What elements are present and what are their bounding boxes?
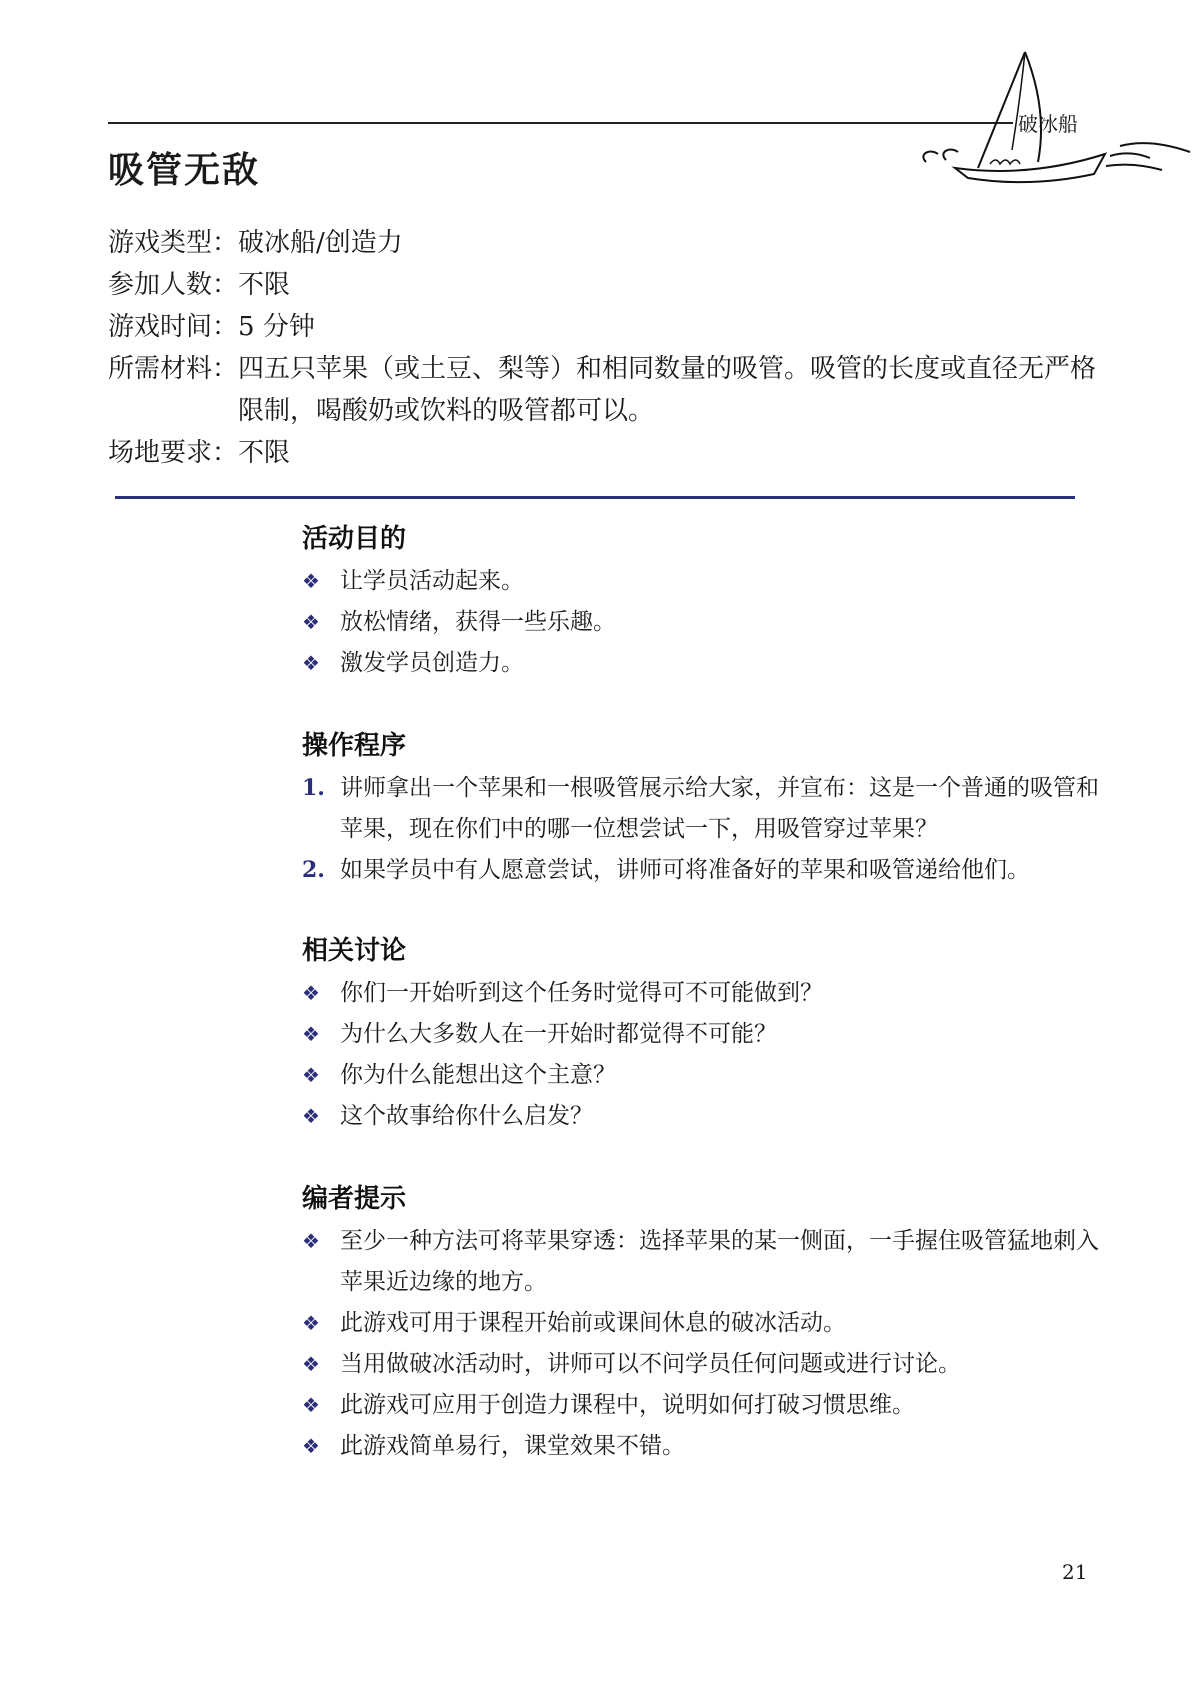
section-heading: 操作程序 bbox=[302, 731, 407, 761]
diamond-bullet-icon: ❖ bbox=[302, 1393, 320, 1417]
diamond-bullet-icon: ❖ bbox=[302, 1352, 320, 1376]
info-value: 破冰船/创造力 bbox=[238, 228, 403, 258]
diamond-bullet-icon: ❖ bbox=[302, 1022, 320, 1046]
list-item: ❖ 此游戏可应用于创造力课程中，说明如何打破习惯思维。 bbox=[302, 1385, 1102, 1426]
diamond-bullet-icon: ❖ bbox=[302, 1229, 320, 1253]
step-number: 1. bbox=[302, 775, 325, 801]
diamond-bullet-icon: ❖ bbox=[302, 569, 320, 593]
list-item: ❖ 你们一开始听到这个任务时觉得可不可能做到？ bbox=[302, 973, 1102, 1014]
list-item: ❖ 这个故事给你什么启发？ bbox=[302, 1096, 1102, 1137]
section-heading: 活动目的 bbox=[302, 524, 407, 554]
info-value: 四五只苹果（或土豆、梨等）和相同数量的吸管。吸管的长度或直径无严格限制，喝酸奶或饮料的吸管都可以。 bbox=[238, 354, 1097, 426]
info-row-time bbox=[108, 306, 1108, 348]
section-procedure bbox=[302, 725, 1102, 891]
list-item: ❖ 当用做破冰活动时，讲师可以不问学员任何问题或进行讨论。 bbox=[302, 1344, 1102, 1385]
diamond-bullet-icon: ❖ bbox=[302, 1104, 320, 1128]
info-label: 场地要求： bbox=[108, 438, 239, 468]
page-number: 21 bbox=[1062, 1560, 1088, 1584]
list-item: ❖ 至少一种方法可将苹果穿透：选择苹果的某一侧面，一手握住吸管猛地刺入苹果近边缘的地方。 bbox=[302, 1221, 1102, 1303]
section-divider bbox=[115, 496, 1075, 499]
list-item: ❖ 此游戏可用于课程开始前或课间休息的破冰活动。 bbox=[302, 1303, 1102, 1344]
list-item: ❖ 此游戏简单易行，课堂效果不错。 bbox=[302, 1426, 1102, 1467]
list-item: ❖ 放松情绪，获得一些乐趣。 bbox=[302, 602, 1102, 643]
info-value: 不限 bbox=[238, 438, 291, 468]
list-item: ❖ 你为什么能想出这个主意？ bbox=[302, 1055, 1102, 1096]
info-label: 所需材料： bbox=[108, 354, 239, 384]
info-label: 游戏时间： bbox=[108, 312, 239, 342]
info-label: 游戏类型： bbox=[108, 228, 239, 258]
diamond-bullet-icon: ❖ bbox=[302, 1434, 320, 1458]
diamond-bullet-icon: ❖ bbox=[302, 981, 320, 1005]
game-info bbox=[108, 222, 1108, 474]
diamond-bullet-icon: ❖ bbox=[302, 1063, 320, 1087]
page-title: 吸管无敌 bbox=[108, 150, 261, 191]
list-item: 2. 如果学员中有人愿意尝试，讲师可将准备好的苹果和吸管递给他们。 bbox=[302, 850, 1102, 891]
list-item: ❖ 为什么大多数人在一开始时都觉得不可能？ bbox=[302, 1014, 1102, 1055]
list-item: ❖ 激发学员创造力。 bbox=[302, 643, 1102, 684]
info-row-venue bbox=[108, 432, 1108, 474]
info-value: 不限 bbox=[238, 270, 291, 300]
info-row-materials bbox=[108, 348, 1108, 432]
diamond-bullet-icon: ❖ bbox=[302, 1311, 320, 1335]
diamond-bullet-icon: ❖ bbox=[302, 610, 320, 634]
info-row-participants bbox=[108, 264, 1108, 306]
section-heading: 编者提示 bbox=[302, 1184, 407, 1214]
list-item: ❖ 让学员活动起来。 bbox=[302, 561, 1102, 602]
logo-label: 破冰船 bbox=[1018, 112, 1078, 136]
list-item: 1. 讲师拿出一个苹果和一根吸管展示给大家，并宣布：这是一个普通的吸管和苹果，现在你们中的哪一位想尝试一下，用吸管穿过苹果？ bbox=[302, 768, 1102, 850]
header-rule bbox=[108, 122, 1013, 124]
diamond-bullet-icon: ❖ bbox=[302, 651, 320, 675]
section-heading: 相关讨论 bbox=[302, 936, 407, 966]
section-tips bbox=[302, 1178, 1102, 1467]
section-purpose bbox=[302, 518, 1102, 684]
info-row-type bbox=[108, 222, 1108, 264]
step-number: 2. bbox=[302, 857, 325, 883]
info-value: 5 分钟 bbox=[238, 312, 315, 342]
section-discussion bbox=[302, 930, 1102, 1137]
info-label: 参加人数： bbox=[108, 270, 239, 300]
